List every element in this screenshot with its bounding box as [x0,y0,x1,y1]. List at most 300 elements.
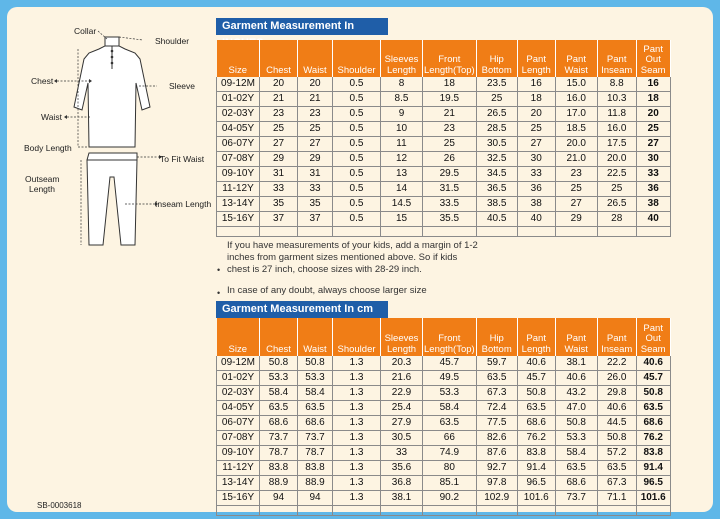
bullet-2: • [217,288,221,298]
inches-table-cell: 27 [555,197,597,212]
cm-table-cell: 02-03Y [217,386,260,401]
inches-table-row [217,137,671,152]
cm-table-cell: 73.7 [260,431,298,446]
inches-table-cell: 18 [423,77,477,92]
inches-empty-cell [636,227,670,237]
margin-note-line-2: inches from garment sizes mentioned above. So if kids [227,252,458,263]
inches-table-cell: 26.5 [476,107,517,122]
inches-table-cell: 20.0 [555,137,597,152]
cm-table-cell: 68.6 [298,416,333,431]
cm-table-cell: 06-07Y [217,416,260,431]
cm-table-cell: 63.5 [597,461,636,476]
inches-header-cell: Pant Inseam [597,40,636,77]
inches-table-cell: 8 [381,77,423,92]
inches-table-cell: 0.5 [333,197,381,212]
cm-table-cell: 67.3 [597,476,636,491]
inches-table-cell: 11.8 [597,107,636,122]
cm-title: Garment Measurement In cm [216,301,388,318]
cm-table-cell: 76.2 [517,431,555,446]
cm-table-cell: 1.3 [333,416,381,431]
cm-table-cell: 1.3 [333,386,381,401]
inches-table-cell: 0.5 [333,122,381,137]
cm-table-cell: 80 [423,461,477,476]
cm-empty-cell [217,506,260,516]
inches-table-cell: 33 [517,167,555,182]
cm-header-cell: Chest [260,318,298,356]
cm-table-cell: 63.5 [517,401,555,416]
inches-empty-cell [476,227,517,237]
cm-table-cell: 50.8 [298,356,333,371]
inches-table-cell: 28 [597,212,636,227]
cm-table-row [217,476,671,491]
size-chart-card [7,7,713,512]
cm-table-row [217,371,671,386]
inches-header-cell: Shoulder [333,40,381,77]
cm-table-cell: 11-12Y [217,461,260,476]
inches-empty-cell [555,227,597,237]
inches-table-cell: 34.5 [476,167,517,182]
cm-empty-row [217,506,671,516]
cm-table-cell: 53.3 [555,431,597,446]
bullet-1: • [217,265,221,275]
cm-table-cell: 78.7 [260,446,298,461]
cm-table-cell: 58.4 [260,386,298,401]
cm-table-cell: 09-12M [217,356,260,371]
inches-table-cell: 21 [260,92,298,107]
to-fit-waist-label: To Fit Waist [160,154,205,164]
cm-table-cell: 85.1 [423,476,477,491]
cm-table-cell: 101.6 [517,491,555,506]
cm-table-cell: 01-02Y [217,371,260,386]
inches-table-row [217,152,671,167]
inches-table-cell: 13-14Y [217,197,260,212]
inches-table-cell: 29 [260,152,298,167]
cm-table-row [217,401,671,416]
inches-table-cell: 22.5 [597,167,636,182]
inches-table-cell: 15.0 [555,77,597,92]
cm-table-cell: 68.6 [555,476,597,491]
cm-table-cell: 63.5 [423,416,477,431]
inches-header-cell: Pant Out Seam [636,40,670,77]
cm-table-cell: 1.3 [333,356,381,371]
inches-table-cell: 14.5 [381,197,423,212]
inches-table-cell: 15 [381,212,423,227]
cm-table-cell: 50.8 [260,356,298,371]
inches-table-cell: 35 [260,197,298,212]
inches-table-cell: 38.5 [476,197,517,212]
inches-header-cell: Waist [298,40,333,77]
inches-table-cell: 31 [298,167,333,182]
cm-table-cell: 73.7 [555,491,597,506]
cm-table-row [217,431,671,446]
sleeve-label: Sleeve [169,81,195,91]
inches-table-row [217,212,671,227]
cm-header-cell: Pant Inseam [597,318,636,356]
cm-table [216,318,671,516]
inches-table-cell: 0.5 [333,182,381,197]
cm-table-cell: 50.8 [636,386,670,401]
inches-header-cell: Chest [260,40,298,77]
cm-header-cell: Size [217,318,260,356]
inches-table-cell: 36 [517,182,555,197]
inches-title: Garment Measurement In [216,18,388,35]
inches-empty-cell [260,227,298,237]
cm-table-cell: 74.9 [423,446,477,461]
inches-table-cell: 20 [517,107,555,122]
inches-table-cell: 10.3 [597,92,636,107]
inches-table-row [217,167,671,182]
cm-table-cell: 40.6 [555,371,597,386]
cm-table-row [217,356,671,371]
cm-table-cell: 76.2 [636,431,670,446]
inches-table-cell: 21.0 [555,152,597,167]
margin-note-line-1: If you have measurements of your kids, add a margin of 1-2 [227,240,478,251]
inches-table-cell: 18.5 [555,122,597,137]
cm-table-cell: 96.5 [517,476,555,491]
cm-empty-cell [423,506,477,516]
cm-table-cell: 68.6 [260,416,298,431]
cm-table-cell: 63.5 [298,401,333,416]
inches-table-cell: 20 [636,107,670,122]
larger-size-note: In case of any doubt, always choose larger size [227,285,427,296]
cm-table-cell: 33 [381,446,423,461]
inches-table-cell: 8.8 [597,77,636,92]
cm-table-cell: 91.4 [636,461,670,476]
cm-empty-cell [381,506,423,516]
cm-section [216,301,711,501]
inches-table-cell: 11 [381,137,423,152]
inches-table-cell: 40 [517,212,555,227]
cm-header-cell: Pant Out Seam [636,318,670,356]
cm-table-cell: 78.7 [298,446,333,461]
cm-header-cell: Pant Length [517,318,555,356]
inches-table-cell: 23 [423,122,477,137]
cm-empty-cell [333,506,381,516]
cm-table-row [217,446,671,461]
inches-table-cell: 27 [636,137,670,152]
sku-code: SB-0003618 [37,501,82,510]
cm-table-cell: 73.7 [298,431,333,446]
inches-table-cell: 28.5 [476,122,517,137]
inches-table-cell: 20 [298,77,333,92]
inches-table-cell: 25 [260,122,298,137]
cm-header-cell: Sleeves Length [381,318,423,356]
inches-table [216,40,671,237]
cm-table-cell: 45.7 [423,356,477,371]
inches-table-cell: 21 [423,107,477,122]
inches-table-cell: 0.5 [333,212,381,227]
cm-table-cell: 94 [260,491,298,506]
cm-table-cell: 1.3 [333,401,381,416]
inches-table-cell: 30 [636,152,670,167]
cm-empty-cell [260,506,298,516]
cm-empty-cell [517,506,555,516]
inches-table-cell: 35 [298,197,333,212]
inches-table-cell: 36 [636,182,670,197]
inches-empty-cell [381,227,423,237]
cm-table-cell: 91.4 [517,461,555,476]
cm-table-row [217,386,671,401]
inches-table-cell: 04-05Y [217,122,260,137]
inches-table-cell: 36.5 [476,182,517,197]
inches-table-cell: 01-02Y [217,92,260,107]
inches-table-cell: 0.5 [333,167,381,182]
cm-table-cell: 68.6 [517,416,555,431]
cm-table-cell: 72.4 [476,401,517,416]
inches-table-cell: 0.5 [333,152,381,167]
chest-label: Chest [31,76,54,86]
cm-table-cell: 50.8 [517,386,555,401]
cm-table-row [217,491,671,506]
inches-table-cell: 20.0 [597,152,636,167]
cm-empty-cell [298,506,333,516]
inches-table-cell: 15-16Y [217,212,260,227]
cm-table-cell: 22.2 [597,356,636,371]
inches-header-row [217,40,671,77]
inches-table-cell: 0.5 [333,77,381,92]
inches-table-cell: 37 [260,212,298,227]
cm-table-cell: 20.3 [381,356,423,371]
inches-header-cell: Sleeves Length [381,40,423,77]
cm-table-cell: 102.9 [476,491,517,506]
cm-table-cell: 83.8 [260,461,298,476]
cm-header-cell: Waist [298,318,333,356]
cm-empty-cell [476,506,517,516]
inches-table-cell: 25 [298,122,333,137]
inches-table-cell: 25 [517,122,555,137]
cm-table-cell: 57.2 [597,446,636,461]
inches-table-cell: 33.5 [423,197,477,212]
cm-table-cell: 13-14Y [217,476,260,491]
inches-table-cell: 23.5 [476,77,517,92]
outseam-label: Outseam [25,174,60,184]
margin-note-line-3: chest is 27 inch, choose sizes with 28-29 inch. [227,264,422,275]
cm-table-cell: 90.2 [423,491,477,506]
cm-table-cell: 45.7 [636,371,670,386]
inches-table-cell: 31 [260,167,298,182]
inches-table-row [217,182,671,197]
inches-table-cell: 33 [636,167,670,182]
inches-table-cell: 26.5 [597,197,636,212]
cm-table-cell: 53.3 [423,386,477,401]
inches-table-cell: 16.0 [597,122,636,137]
inches-table-cell: 25 [597,182,636,197]
inches-table-cell: 32.5 [476,152,517,167]
inches-table-cell: 11-12Y [217,182,260,197]
inches-table-cell: 25 [636,122,670,137]
inches-table-cell: 02-03Y [217,107,260,122]
cm-table-cell: 40.6 [517,356,555,371]
cm-table-cell: 36.8 [381,476,423,491]
cm-table-cell: 1.3 [333,476,381,491]
cm-table-cell: 92.7 [476,461,517,476]
cm-table-cell: 68.6 [636,416,670,431]
cm-table-cell: 58.4 [555,446,597,461]
inches-table-cell: 13 [381,167,423,182]
cm-table-cell: 1.3 [333,431,381,446]
cm-table-cell: 29.8 [597,386,636,401]
garment-illustration [7,7,222,277]
inches-table-cell: 16 [636,77,670,92]
inches-table-cell: 31.5 [423,182,477,197]
cm-table-cell: 58.4 [423,401,477,416]
inches-table-row [217,77,671,92]
inches-header-cell: Front Length(Top) [423,40,477,77]
inches-table-cell: 37 [298,212,333,227]
inches-table-cell: 27 [298,137,333,152]
inches-table-cell: 29.5 [423,167,477,182]
inches-table-row [217,107,671,122]
cm-table-cell: 63.5 [636,401,670,416]
inches-header-cell: Size [217,40,260,77]
inches-table-cell: 38 [517,197,555,212]
cm-table-cell: 53.3 [260,371,298,386]
inches-table-cell: 27 [517,137,555,152]
cm-table-cell: 1.3 [333,371,381,386]
cm-table-cell: 66 [423,431,477,446]
inches-table-cell: 25 [476,92,517,107]
cm-header-cell: Front Length(Top) [423,318,477,356]
inches-table-cell: 18 [636,92,670,107]
inches-empty-cell [423,227,477,237]
cm-table-cell: 63.5 [476,371,517,386]
inches-table-cell: 25 [555,182,597,197]
inches-table-cell: 33 [298,182,333,197]
cm-table-cell: 59.7 [476,356,517,371]
inches-header-cell: Pant Waist [555,40,597,77]
waist-label: Waist [41,112,62,122]
inches-header-cell: Hip Bottom [476,40,517,77]
cm-table-cell: 26.0 [597,371,636,386]
cm-table-cell: 25.4 [381,401,423,416]
inches-header-cell: Pant Length [517,40,555,77]
cm-table-cell: 1.3 [333,446,381,461]
inches-table-cell: 35.5 [423,212,477,227]
inches-empty-row [217,227,671,237]
cm-header-cell: Shoulder [333,318,381,356]
cm-table-cell: 38.1 [555,356,597,371]
cm-header-cell: Hip Bottom [476,318,517,356]
cm-table-cell: 27.9 [381,416,423,431]
inches-table-cell: 17.0 [555,107,597,122]
cm-table-cell: 04-05Y [217,401,260,416]
inches-table-cell: 06-07Y [217,137,260,152]
inches-table-cell: 29 [555,212,597,227]
inches-table-cell: 0.5 [333,107,381,122]
cm-table-cell: 43.2 [555,386,597,401]
cm-table-cell: 35.6 [381,461,423,476]
inches-table-cell: 26 [423,152,477,167]
inches-table-cell: 33 [260,182,298,197]
collar-label: Collar [74,26,97,36]
cm-table-row [217,416,671,431]
inches-table-cell: 16 [517,77,555,92]
inches-table-cell: 23 [298,107,333,122]
inches-table-cell: 25 [423,137,477,152]
cm-table-cell: 88.9 [298,476,333,491]
inches-table-row [217,197,671,212]
shoulder-label: Shoulder [155,36,190,46]
outseam-length-label: Length [29,184,55,194]
inches-table-cell: 23 [555,167,597,182]
inches-table-cell: 23 [260,107,298,122]
inches-table-cell: 0.5 [333,92,381,107]
inches-table-cell: 8.5 [381,92,423,107]
cm-table-row [217,461,671,476]
cm-table-cell: 38.1 [381,491,423,506]
inches-table-cell: 07-08Y [217,152,260,167]
cm-table-cell: 47.0 [555,401,597,416]
cm-empty-cell [555,506,597,516]
cm-table-cell: 22.9 [381,386,423,401]
inches-table-cell: 21 [298,92,333,107]
inches-table-cell: 09-10Y [217,167,260,182]
cm-table-cell: 1.3 [333,461,381,476]
cm-table-cell: 83.8 [636,446,670,461]
cm-table-cell: 58.4 [298,386,333,401]
inches-table-cell: 40.5 [476,212,517,227]
inches-empty-cell [298,227,333,237]
cm-table-cell: 49.5 [423,371,477,386]
inches-section [216,18,711,243]
cm-table-cell: 63.5 [260,401,298,416]
inches-table-cell: 40 [636,212,670,227]
cm-table-cell: 87.6 [476,446,517,461]
inches-table-cell: 19.5 [423,92,477,107]
cm-table-cell: 67.3 [476,386,517,401]
cm-table-cell: 45.7 [517,371,555,386]
cm-table-cell: 77.5 [476,416,517,431]
inches-empty-cell [333,227,381,237]
margin-note [227,240,478,276]
cm-table-cell: 15-16Y [217,491,260,506]
garment-diagram [7,7,222,277]
cm-table-cell: 40.6 [597,401,636,416]
inches-table-cell: 10 [381,122,423,137]
cm-table-cell: 50.8 [597,431,636,446]
inches-table-cell: 14 [381,182,423,197]
inches-empty-cell [597,227,636,237]
inches-table-cell: 18 [517,92,555,107]
inches-table-cell: 29 [298,152,333,167]
inches-empty-cell [217,227,260,237]
inches-table-cell: 20 [260,77,298,92]
inseam-length-label: Inseam Length [155,199,212,209]
cm-table-cell: 96.5 [636,476,670,491]
cm-table-cell: 88.9 [260,476,298,491]
cm-empty-cell [597,506,636,516]
cm-table-cell: 1.3 [333,491,381,506]
inches-table-cell: 0.5 [333,137,381,152]
inches-table-cell: 27 [260,137,298,152]
cm-table-cell: 83.8 [298,461,333,476]
cm-table-cell: 94 [298,491,333,506]
inches-table-cell: 16.0 [555,92,597,107]
body-length-label: Body Length [24,143,72,153]
cm-table-cell: 82.6 [476,431,517,446]
cm-header-cell: Pant Waist [555,318,597,356]
inches-table-cell: 12 [381,152,423,167]
inches-table-cell: 30.5 [476,137,517,152]
cm-table-cell: 63.5 [555,461,597,476]
inches-empty-cell [517,227,555,237]
cm-table-cell: 44.5 [597,416,636,431]
cm-table-cell: 40.6 [636,356,670,371]
cm-empty-cell [636,506,670,516]
cm-table-cell: 101.6 [636,491,670,506]
cm-table-cell: 97.8 [476,476,517,491]
cm-table-cell: 21.6 [381,371,423,386]
